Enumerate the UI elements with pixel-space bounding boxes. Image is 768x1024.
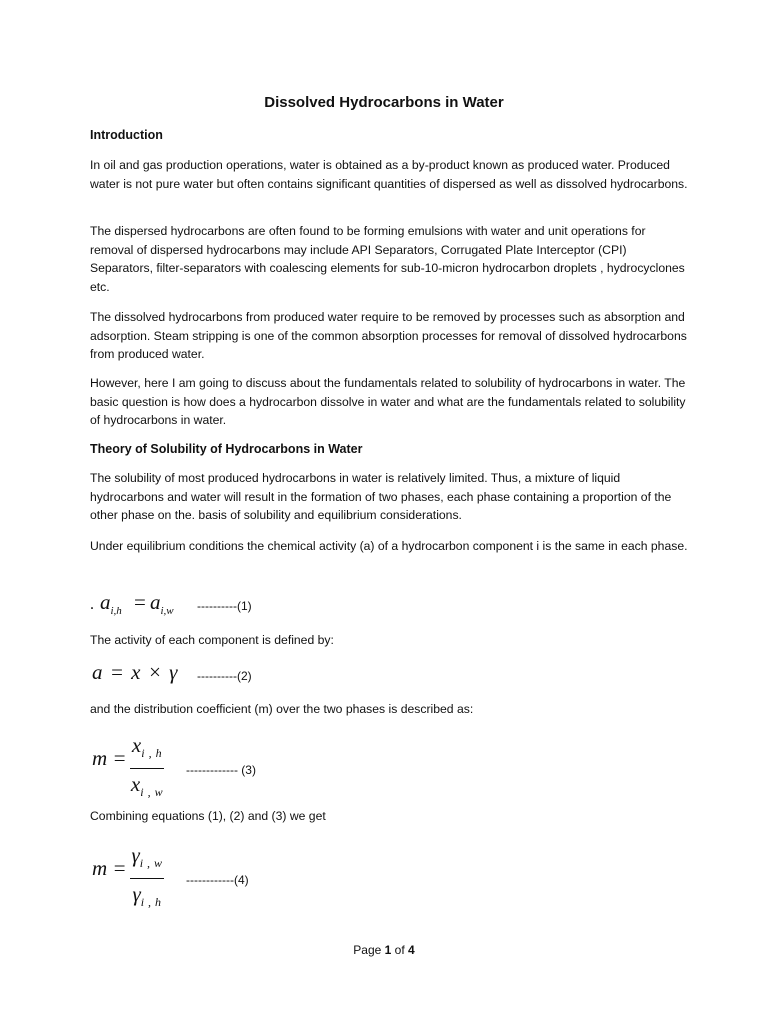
equation-4-fraction bbox=[130, 842, 164, 915]
equation-2-number: ----------(2) bbox=[197, 669, 252, 683]
combining-equations-text: Combining equations (1), (2) and (3) we get bbox=[90, 809, 326, 823]
equation-2 bbox=[90, 660, 490, 690]
page-label: Page bbox=[353, 943, 382, 957]
equation-3 bbox=[90, 732, 490, 799]
equation-3-lhs: m = bbox=[92, 746, 127, 770]
equation-3-fraction bbox=[130, 732, 164, 805]
theory-paragraph-2: Under equilibrium conditions the chemical activity (a) of a hydrocarbon component i is the same in each phase. bbox=[90, 539, 688, 553]
introduction-heading: Introduction bbox=[90, 128, 163, 142]
equation-1-number: ----------(1) bbox=[197, 599, 252, 613]
total-pages: 4 bbox=[408, 943, 415, 957]
intro-paragraph-1: In oil and gas production operations, water is obtained as a by-product known as produced water. Produced water is not pure water but often contains significant quantities of dispersed as well as dissolved hydrocarbons. bbox=[90, 158, 688, 191]
page-title: Dissolved Hydrocarbons in Water bbox=[264, 94, 504, 111]
equation-3-numerator: $x_{i , h}$ bbox=[131, 733, 163, 760]
equation-1-lead: . bbox=[90, 596, 94, 613]
equation-2-expression: a = x × γ bbox=[92, 660, 179, 684]
intro-paragraph-3: The dissolved hydrocarbons from produced water require to be removed by processes such as absorption and adsorption. Steam stripping is one of the common absorption processes for removal of dissolved hydrocarbons from produced water. bbox=[90, 310, 687, 361]
equation-4-number: ------------(4) bbox=[186, 873, 249, 887]
equation-4-numerator: $\gamma_{i , w}$ bbox=[131, 843, 163, 870]
current-page: 1 bbox=[384, 943, 392, 957]
fraction-bar bbox=[130, 768, 164, 769]
page-number-footer bbox=[0, 943, 768, 957]
distribution-coefficient-text: and the distribution coefficient (m) over the two phases is described as: bbox=[90, 702, 474, 716]
equation-4-lhs: m = bbox=[92, 856, 127, 880]
theory-paragraph-1: The solubility of most produced hydrocarbons in water is relatively limited. Thus, a mixture of liquid hydrocarbons and water will result in the formation of two phases, each phase containing a proportion of the other phase on the. basis of solubility and equilibrium considerations. bbox=[90, 471, 672, 522]
equation-4-denominator: $\gamma_{i , h}$ bbox=[132, 882, 162, 909]
page-of-label: of bbox=[394, 943, 405, 957]
equation-1 bbox=[90, 590, 490, 620]
intro-paragraph-4: However, here I am going to discuss about the fundamentals related to solubility of hydrocarbons in water. The basic question is how does a hydrocarbon dissolve in water and what are the fundamentals related to solubility of hydrocarbons in water. bbox=[90, 376, 686, 427]
equation-1-equals: = bbox=[134, 590, 146, 614]
intro-paragraph-2: The dispersed hydrocarbons are often found to be forming emulsions with water and unit operations for removal of dispersed hydrocarbons may include API Separators, Corrugated Plate Interceptor (CPI) Separators, filter-separators with coalescing elements for sub-10-micron hydrocarbon droplets , hydrocyclones etc. bbox=[90, 224, 685, 294]
equation-3-number: ------------- (3) bbox=[186, 763, 256, 777]
theory-heading: Theory of Solubility of Hydrocarbons in Water bbox=[90, 442, 363, 456]
equation-1-rhs: $a_{i,w}$ bbox=[150, 590, 174, 617]
equation-4 bbox=[90, 842, 490, 909]
fraction-bar bbox=[130, 878, 164, 879]
activity-definition-text: The activity of each component is defined by: bbox=[90, 633, 334, 647]
equation-1-lhs: $a_{i,h}$ bbox=[100, 590, 122, 617]
equation-3-denominator: $x_{i , w}$ bbox=[130, 772, 164, 799]
